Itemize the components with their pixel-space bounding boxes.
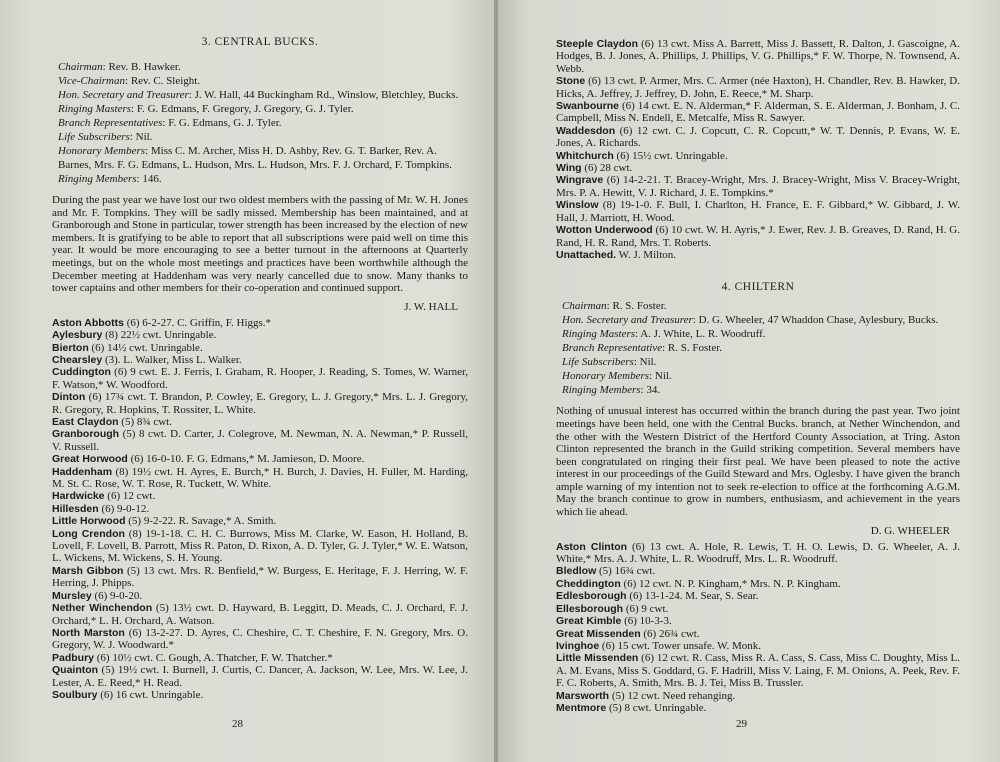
tower-entry: [52, 317, 468, 329]
tower-name: Quainton: [52, 664, 99, 677]
officer-value: F. G. Edmans, G. J. Tyler.: [168, 117, 282, 129]
officer-line: Ringing Masters: F. G. Edmans, F. Gregory, J. Gregory, G. J. Tyler.: [58, 103, 354, 115]
tower-detail: (8) 19-1-0. F. Bull, I. Charlton, H. France, E. F. Gibbard,* W. Gibbard, J. W. Hall, J. Marriott, H. Wood.: [556, 199, 960, 224]
officer-role: Hon. Secretary and Treasurer: [562, 314, 693, 327]
tower-name: Little Horwood: [52, 515, 126, 528]
tower-name: Bierton: [52, 341, 89, 354]
tower-detail: (6) 12 cwt.: [107, 490, 156, 503]
tower-name: Hardwicke: [52, 490, 105, 503]
tower-entry: [52, 515, 468, 527]
tower-entry: [52, 354, 468, 366]
tower-entry: [52, 391, 468, 416]
tower-entry: [556, 640, 960, 652]
tower-entry: [52, 366, 468, 391]
page-number: 28: [232, 718, 243, 730]
officer-role: Chairman: [58, 61, 103, 73]
tower-detail: (5) 16¾ cwt.: [599, 565, 656, 578]
tower-list: [556, 541, 960, 715]
tower-entry: [52, 528, 468, 565]
tower-detail: (6) 13-2-27. D. Ayres, C. Cheshire, C. T. Cheshire, F. N. Gregory, Mrs. O. Gregory, W. J. Woodward.*: [52, 626, 468, 652]
tower-entry: [556, 690, 960, 702]
tower-entry: [52, 428, 468, 453]
tower-entry: [556, 652, 960, 689]
tower-name: Winslow: [556, 199, 599, 212]
tower-detail: (6) 10 cwt. W. H. Ayris,* J. Ewer, Rev. J. B. Greaves, D. Rand, H. G. Rand, H. R. Rand, Mrs. T. Roberts.: [556, 224, 961, 249]
tower-detail: (8) 22½ cwt. Unringable.: [105, 329, 217, 342]
tower-entry: [556, 249, 960, 261]
officer-line: Honorary Members: Nil.: [562, 370, 672, 383]
officer-role: Branch Representatives: [58, 117, 163, 129]
tower-entry: [556, 125, 960, 150]
officer-value: R. S. Foster.: [612, 300, 667, 313]
tower-detail: (6) 15 cwt. Tower unsafe. W. Monk.: [601, 639, 762, 652]
tower-name: Whitchurch: [556, 149, 614, 162]
tower-name: Granborough: [52, 428, 120, 441]
officer-line: Hon. Secretary and Treasurer: J. W. Hall, 44 Buckingham Rd., Winslow, Bletchley, Bucks.: [58, 89, 459, 101]
tower-name: Steeple Claydon: [556, 38, 638, 50]
tower-name: Little Missenden: [556, 652, 639, 665]
officer-line: Hon. Secretary and Treasurer: D. G. Wheeler, 47 Whaddon Chase, Aylesbury, Bucks.: [562, 314, 939, 327]
officer-value: 146.: [142, 173, 162, 185]
officer-line: Honorary Members: Miss C. M. Archer, Miss H. D. Ashby, Rev. G. T. Barker, Rev. A. Barnes, Mrs. F. G. Edmans, L. Hudson, Mrs. L. Hudson, Mrs. F. J. Orchard, F. Tompkins.: [58, 145, 452, 171]
tower-detail: (6) 9 cwt. E. J. Ferris, I. Graham, R. Hooper, J. Reading, S. Tomes, W. Warner, F. Watson,* W. Woodford.: [52, 366, 468, 391]
tower-detail: (8) 19½ cwt. H. Ayres, E. Burch,* H. Burch, J. Davies, H. Fuller, M. Harding, M. St. C. Rose, W. T. Rose, R. Tuckett, W. White.: [52, 465, 468, 491]
tower-entry: [556, 615, 960, 627]
tower-entry: [52, 466, 468, 491]
tower-name: Soulbury: [52, 688, 98, 701]
tower-detail: (6) 10½ cwt. C. Gough, A. Thatcher, F. W. Thatcher.*: [96, 651, 333, 664]
tower-detail: (6) 13 cwt. P. Armer, Mrs. C. Armer (née Haxton), H. Chandler, Rev. B. Hawker, D. Hicks, A. Jeffrey, J. Jeffrey, D. John, E. Reece,* M. Sharp.: [556, 75, 961, 100]
tower-detail: (5) 8¾ cwt.: [121, 416, 172, 428]
tower-name: Unattached.: [556, 248, 617, 261]
tower-name: Swanbourne: [556, 100, 620, 113]
officer-role: Ringing Masters: [562, 328, 636, 341]
tower-detail: (6) 10-3-3.: [624, 615, 672, 628]
page-right: [498, 0, 1000, 762]
tower-entry: [556, 702, 960, 714]
tower-entry: [52, 565, 468, 590]
tower-detail: (5) 13½ cwt. D. Hayward, B. Leggitt, D. Meads, C. J. Orchard, F. J. Orchard,* L. H. Orchard, A. Watson.: [52, 602, 469, 627]
tower-detail: (5) 9-2-22. R. Savage,* A. Smith.: [128, 515, 277, 528]
officer-value: Nil.: [639, 356, 657, 369]
tower-detail: (6) 12 cwt. R. Cass, Miss R. A. Cass, S. Cass, Miss C. Doughty, Miss L. A. M. Evans, Miss S. Goddard, G. F. Hadrill, Miss V. Laing, F. M. Onions, A. Peek, Rev. F. F. C. Roberts, A. Smith, Mrs. B. J. Tei, Miss B. Trussler.: [556, 652, 961, 690]
officer-value: Miss C. M. Archer, Miss H. D. Ashby, Rev. G. T. Barker, Rev. A. Barnes, Mrs. F. G. Edmans, L. Hudson, Mrs. L. Hudson, Mrs. F. J. Orchard, F. Tompkins.: [58, 145, 452, 171]
tower-detail: (6) 13 cwt. A. Hole, R. Lewis, T. H. O. Lewis, D. G. Wheeler, A. J. White,* Mrs. A. J. White, L. R. Woodruff, Mrs. L. R. Woodruff.: [556, 540, 960, 566]
tower-entry: [52, 490, 468, 502]
tower-detail: (6) 14½ cwt. Unringable.: [91, 341, 203, 354]
report-signature: J. W. HALL: [404, 300, 458, 313]
tower-detail: (6) 14-2-21. T. Bracey-Wright, Mrs. J. Bracey-Wright, Miss V. Bracey-Wright, Mrs. P. A. Hewitt, V. J. Richard, J. E. Tompkins.*: [556, 174, 960, 199]
officer-value: J. W. Hall, 44 Buckingham Rd., Winslow, Bletchley, Bucks.: [194, 89, 459, 101]
officer-role: Ringing Masters: [58, 103, 132, 115]
tower-name: Wotton Underwood: [556, 224, 653, 237]
tower-name: Great Kimble: [556, 615, 622, 628]
tower-entry: [52, 627, 468, 652]
officer-role: Life Subscribers: [58, 131, 130, 143]
tower-name: Cheddington: [556, 577, 621, 590]
officer-value: D. G. Wheeler, 47 Whaddon Chase, Aylesbury, Bucks.: [698, 314, 939, 327]
tower-detail: (5) 12 cwt. Need rehanging.: [611, 689, 736, 702]
tower-entry: [556, 565, 960, 577]
officer-value: F. G. Edmans, F. Gregory, J. Gregory, G. J. Tyler.: [136, 103, 354, 115]
tower-name: Aylesbury: [52, 329, 103, 342]
tower-name: Hillesden: [52, 502, 99, 515]
officer-line: Ringing Masters: A. J. White, L. R. Woodruff.: [562, 328, 766, 341]
tower-list: [52, 317, 468, 702]
tower-entry: [52, 664, 468, 689]
tower-name: Wing: [556, 162, 582, 175]
tower-name: Ivinghoe: [556, 639, 600, 652]
officer-line: Branch Representative: R. S. Foster.: [562, 342, 723, 355]
tower-detail: (5) 13 cwt. Mrs. R. Benfield,* W. Burgess, E. Heritage, F. J. Herring, W. F. Herring, J. Phipps.: [52, 564, 468, 590]
tower-detail: (6) 17¾ cwt. T. Brandon, P. Cowley, E. Gregory, L. J. Gregory,* Mrs. L. J. Gregory, R. Gregory, R. Hopkins, T. Rossiter, L. White.: [52, 391, 469, 416]
tower-name: East Claydon: [52, 416, 119, 428]
officers-list: [556, 299, 960, 397]
tower-entry: [52, 503, 468, 515]
officer-value: Rev. C. Sleight.: [130, 75, 201, 87]
tower-name: Great Horwood: [52, 453, 128, 466]
officer-value: A. J. White, L. R. Woodruff.: [640, 328, 766, 341]
officer-line: Ringing Members: 146.: [58, 173, 162, 185]
tower-entry: [556, 75, 960, 100]
tower-name: Long Crendon: [52, 527, 125, 540]
branch-report: During the past year we have lost our two oldest members with the passing of Mr. W. H. Jones and Mr. F. Tompkins. They will be sadly missed. Membership has been maintained, and at Granborough and Stone in particular, tower strength has been increased by the election of new members. It is gratifying to be able to report that all subscriptions were paid well on time this year. It would be more encouraging to see a better turnout in the afternoons at Quarterly meetings, but on the whole most meetings and practices have been worthwhile although the December meeting at Haddenham was very nearly cancelled due to snow. Many thanks to tower captains and other members for their co-operation and continued support.: [52, 194, 468, 295]
branch-report: Nothing of unusual interest has occurred within the branch during the past year. Two joint meetings have been held, one with the Central Bucks. branch, at Nether Winchendon, and the other with the Western District of the Hertford County Association, at Tring. Aston Clinton represented the branch in the Guild striking competition. Several members have been congratulated on ringing their first peal. We have been pleased to note the active interest in our proceedings of the Guild Steward and Mrs. Oglesby. I have given the branch ample warning of my intention not to seek re-election to office at the forthcoming A.G.M. May the branch continue to grow in numbers, enthusiasm, and achievement in the years which lie ahead.: [556, 405, 960, 519]
officer-line: Life Subscribers: Nil.: [562, 356, 657, 369]
tower-entry: [52, 416, 468, 428]
tower-name: Cuddington: [52, 366, 111, 379]
tower-detail: (6) 9-0-20.: [94, 589, 143, 602]
officer-role: Hon. Secretary and Treasurer: [58, 89, 189, 101]
tower-detail: (6) 26¾ cwt.: [643, 627, 700, 640]
tower-detail: W. J. Milton.: [618, 248, 677, 261]
officer-role: Chairman: [562, 300, 607, 313]
officer-line: Chairman: R. S. Foster.: [562, 300, 667, 313]
tower-detail: (6) 12 cwt. N. P. Kingham,* Mrs. N. P. Kingham.: [623, 577, 841, 590]
tower-name: North Marston: [52, 626, 125, 639]
officer-value: 34.: [646, 384, 661, 397]
officer-role: Vice-Chairman: [58, 75, 126, 87]
tower-entry: [556, 224, 960, 249]
tower-detail: (6) 9-0-12.: [101, 502, 150, 515]
officer-line: Vice-Chairman: Rev. C. Sleight.: [58, 75, 201, 87]
tower-name: Nether Winchendon: [52, 602, 153, 615]
tower-entry: [52, 453, 468, 465]
tower-name: Padbury: [52, 651, 95, 664]
tower-name: Dinton: [52, 391, 86, 404]
tower-detail: (6) 15½ cwt. Unringable.: [616, 149, 728, 162]
officer-role: Ringing Members: [562, 384, 641, 397]
tower-name: Marsh Gibbon: [52, 564, 124, 577]
officer-line: Chairman: Rev. B. Hawker.: [58, 61, 181, 73]
tower-entry: [52, 602, 468, 627]
tower-detail: (6) 12 cwt. C. J. Copcutt, C. R. Copcutt,* W. T. Dennis, P. Evans, W. E. Jones, A. Richards.: [556, 124, 960, 150]
tower-name: Great Missenden: [556, 627, 641, 640]
tower-entry: [556, 162, 960, 174]
tower-entry: [556, 174, 960, 199]
tower-entry: [52, 342, 468, 354]
tower-name: Aston Abbotts: [52, 316, 124, 329]
tower-detail: (8) 19-1-18. C. H. C. Burrows, Miss M. Clarke, W. Eason, H. Holland, B. Lovell, F. Lovell, B. Parrott, Miss R. Paton, D. Rixon, A. D. Tyler, G. J. Tyler,* W. E. Watson, L. Wickens, M. Wickens, S. H. Young.: [52, 527, 468, 565]
tower-detail: (5) 8 cwt. Unringable.: [608, 701, 707, 714]
officer-role: Branch Representative: [562, 342, 663, 355]
tower-name: Chearsley: [52, 353, 103, 366]
tower-name: Marsworth: [556, 689, 610, 702]
tower-entry: [556, 150, 960, 162]
tower-entry: [556, 199, 960, 224]
page-left: [0, 0, 496, 762]
tower-name: Bledlow: [556, 565, 597, 578]
officer-value: Nil.: [135, 131, 153, 143]
officer-value: Rev. B. Hawker.: [108, 61, 181, 73]
tower-detail: (6) 16 cwt. Unringable.: [100, 688, 204, 701]
tower-name: Mentmore: [556, 701, 607, 714]
tower-detail: (6) 28 cwt.: [584, 162, 633, 175]
tower-detail: (6) 14 cwt. E. N. Alderman,* F. Alderman, S. E. Alderman, J. Bonham, J. C. Campbell, Miss N. Endell, E. Metcalfe, Miss R. Sawyer.: [556, 100, 961, 125]
tower-detail: (3). L. Walker, Miss L. Walker.: [104, 353, 242, 366]
tower-detail: (6) 9 cwt.: [625, 602, 669, 615]
officer-value: Nil.: [654, 370, 672, 383]
officer-line: Branch Representatives: F. G. Edmans, G. J. Tyler.: [58, 117, 282, 129]
tower-entry: [52, 329, 468, 341]
officer-role: Honorary Members: [58, 145, 146, 157]
tower-entry: [52, 652, 468, 664]
tower-detail: (5) 19½ cwt. I. Burnell, J. Curtis, C. Dancer, A. Jackson, W. Lee, Mrs. W. Lee, J. Lester, A. E. Reed,* H. Read.: [52, 664, 469, 689]
tower-entry: [556, 100, 960, 125]
page-number: 29: [736, 718, 747, 730]
tower-entry: [52, 590, 468, 602]
tower-name: Stone: [556, 75, 586, 88]
tower-entry: [52, 689, 468, 701]
tower-name: Wingrave: [556, 174, 604, 187]
tower-entry: [556, 628, 960, 640]
tower-name: Ellesborough: [556, 602, 624, 615]
tower-list-continued: [556, 38, 960, 261]
section-heading-central-bucks: 3. CENTRAL BUCKS.: [201, 36, 319, 48]
tower-name: Waddesdon: [556, 124, 616, 137]
tower-detail: (6) 6-2-27. C. Griffin, F. Higgs.*: [126, 316, 272, 329]
officer-role: Life Subscribers: [562, 356, 634, 369]
tower-entry: [556, 38, 960, 75]
tower-entry: [556, 578, 960, 590]
tower-name: Aston Clinton: [556, 540, 628, 553]
tower-detail: (6) 16-0-10. F. G. Edmans,* M. Jamieson, D. Moore.: [130, 453, 365, 466]
officer-value: R. S. Foster.: [667, 342, 723, 355]
tower-entry: [556, 541, 960, 566]
officer-line: Life Subscribers: Nil.: [58, 131, 153, 143]
report-signature: D. G. WHEELER: [870, 524, 950, 537]
tower-name: Haddenham: [52, 465, 113, 478]
tower-name: Mursley: [52, 589, 92, 602]
tower-detail: (5) 8 cwt. D. Carter, J. Colegrove, M. Newman, N. A. Newman,* P. Russell, V. Russell.: [52, 428, 468, 453]
tower-name: Edlesborough: [556, 590, 627, 603]
tower-entry: [556, 590, 960, 602]
officers-list: [52, 60, 468, 186]
officer-line: Ringing Members: 34.: [562, 384, 661, 397]
section-heading-chiltern: 4. CHILTERN: [721, 281, 795, 294]
tower-entry: [556, 603, 960, 615]
officer-role: Ringing Members: [58, 173, 137, 185]
tower-detail: (6) 13-1-24. M. Sear, S. Sear.: [629, 590, 759, 603]
tower-detail: (6) 13 cwt. Miss A. Barrett, Miss J. Bassett, R. Dalton, J. Gascoigne, A. Hodges, B. J. Jones, A. Phillips, J. Phillips, V. G. Phillips,* F. W. Thorpe, N. Townsend, A. Webb.: [556, 38, 960, 75]
officer-role: Honorary Members: [562, 370, 650, 383]
